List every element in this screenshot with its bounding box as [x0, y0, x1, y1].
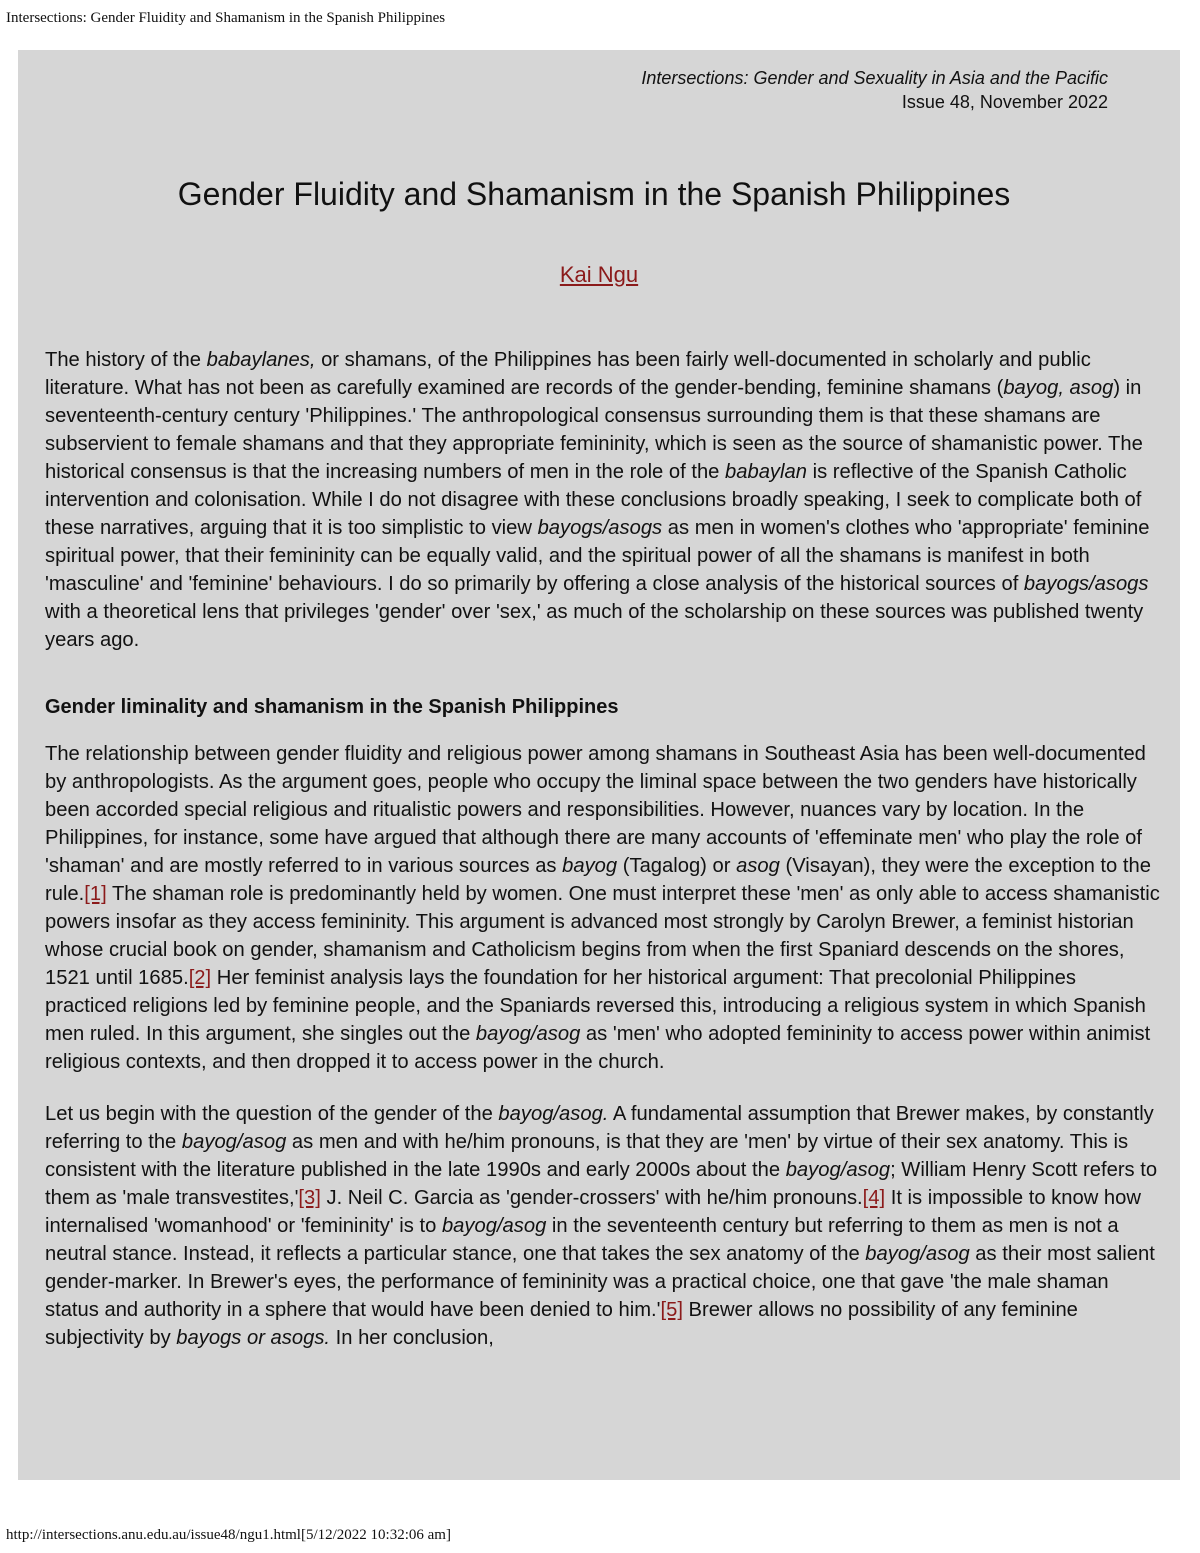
footnote-link-5[interactable]: [5] [660, 1299, 683, 1321]
journal-name: Intersections: Gender and Sexuality in Asia and the Pacific [641, 68, 1108, 88]
footnote-link-1[interactable]: [1] [84, 883, 107, 905]
footnote-link-4[interactable]: [4] [862, 1187, 886, 1209]
author [18, 262, 1180, 288]
journal-info [641, 66, 1108, 114]
footnote-link-2[interactable]: [2] [188, 967, 212, 989]
journal-issue: Issue 48, November 2022 [901, 92, 1108, 112]
print-footer: http://intersections.anu.edu.au/issue48/ngu1.html[5/12/2022 10:32:06 am] [6, 1527, 451, 1543]
author-link[interactable]: Kai Ngu [559, 262, 639, 287]
body-paragraph-1: The relationship between gender fluidity and religious power among shamans in Southeast Asia has been well-documented by anthropologists. As the argument goes, people who occupy the liminal space between the two genders have historically been accorded special religious and ritualistic powers and responsibilities. However, nuances vary by location. In the Philippines, for instance, some have argued that although there are many accounts of 'effeminate men' who play the role of 'shaman' and are mostly referred to in various sources as bayog (Tagalog) or asog (Visayan), they were the exception to the rule.[1] The shaman role is predominantly held by women. One must interpret these 'men' as only able to access shamanistic powers insofar as they access femininity. This argument is advanced most strongly by Carolyn Brewer, a feminist historian whose crucial book on gender, shamanism and Catholicism begins from when the first Spaniard descends on the shores, 1521 until 1685.[2] Her feminist analysis lays the foundation for her historical argument: That precolonial Philippines practiced religions led by feminine people, and the Spaniards reversed this, introducing a religious system in which Spanish men ruled. In this argument, she singles out the bayog/asog as 'men' who adopted femininity to access power within animist religious contexts, and then dropped it to access power in the church. [45, 743, 1160, 1073]
article-title: Gender Fluidity and Shamanism in the Spanish Philippines [177, 176, 1011, 212]
footnote-link-3[interactable]: [3] [298, 1187, 321, 1209]
article-body [45, 346, 1160, 1352]
body-paragraph-2: Let us begin with the question of the gender of the bayog/asog. A fundamental assumption that Brewer makes, by constantly referring to the bayog/asog as men and with he/him pronouns, is that they are 'men' by virtue of their sex anatomy. This is consistent with the literature published in the late 1990s and early 2000s about the bayog/asog; William Henry Scott refers to them as 'male transvestites,'[3] J. Neil C. Garcia as 'gender-crossers' with he/him pronouns.[4] It is impossible to know how internalised 'womanhood' or 'femininity' is to bayog/asog in the seventeenth century but referring to them as men is not a neutral stance. Instead, it reflects a particular stance, one that takes the sex anatomy of the bayog/asog as their most salient gender-marker. In Brewer's eyes, the performance of femininity was a practical choice, one that gave 'the male shaman status and authority in a sphere that would have been denied to him.'[5] Brewer allows no possibility of any feminine subjectivity by bayogs or asogs. In her conclusion, [45, 1103, 1158, 1349]
print-header: Intersections: Gender Fluidity and Shamanism in the Spanish Philippines [6, 10, 446, 26]
section-heading: Gender liminality and shamanism in the Spanish Philippines [45, 696, 619, 718]
abstract-paragraph: The history of the babaylanes, or shamans, of the Philippines has been fairly well-documented in scholarly and public literature. What has not been as carefully examined are records of the gender-bending, feminine shamans (bayog, asog) in seventeenth-century century 'Philippines.' The anthropological consensus surrounding them is that these shamans are subservient to female shamans and that they appropriate femininity, which is seen as the source of shamanistic power. The historical consensus is that the increasing numbers of men in the role of the babaylan is reflective of the Spanish Catholic intervention and colonisation. While I do not disagree with these conclusions broadly speaking, I seek to complicate both of these narratives, arguing that it is too simplistic to view bayogs/asogs as men in women's clothes who 'appropriate' feminine spiritual power, that their femininity can be equally valid, and the spiritual power of all the shamans is manifest in both 'masculine' and 'feminine' behaviours. I do so primarily by offering a close analysis of the historical sources of bayogs/asogs with a theoretical lens that privileges 'gender' over 'sex,' as much of the scholarship on these sources was published twenty years ago. [45, 349, 1150, 651]
article-panel [18, 50, 1180, 1480]
